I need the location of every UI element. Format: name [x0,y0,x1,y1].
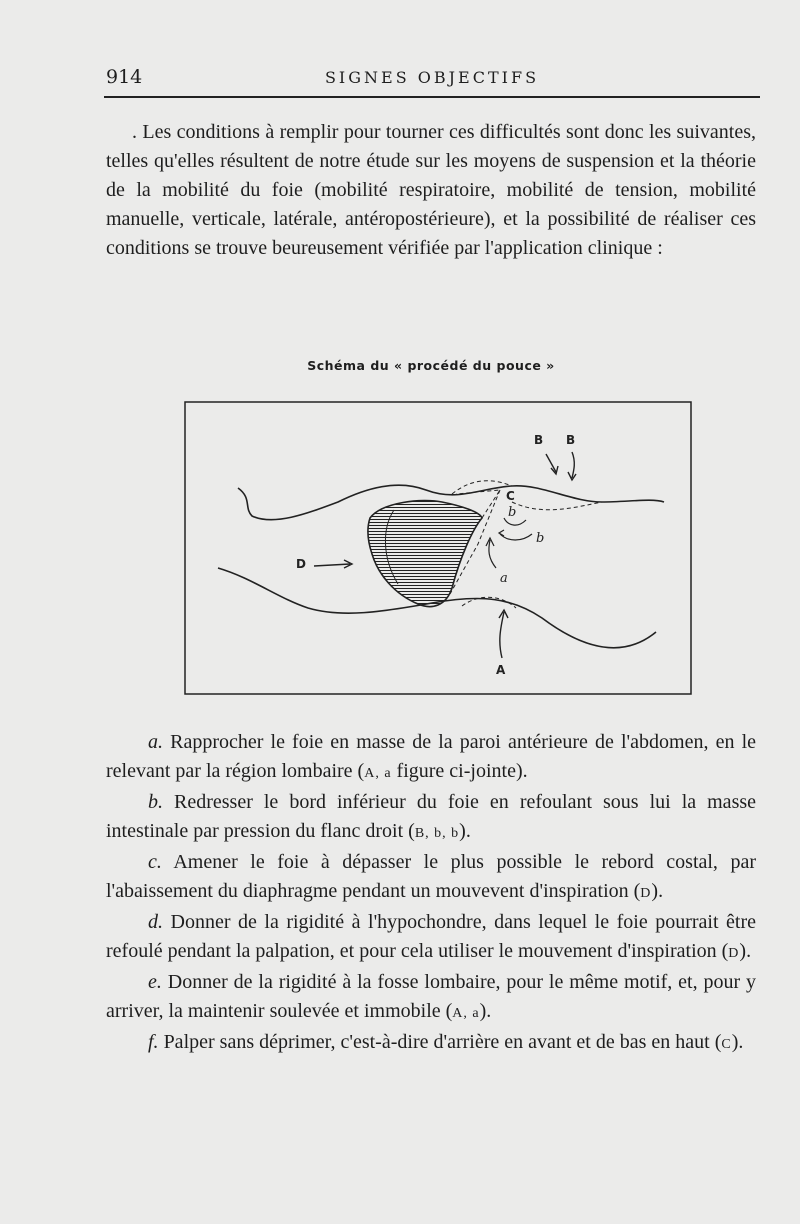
intro-paragraph [106,118,756,263]
page-header [104,60,760,100]
list-item: a. Rapprocher le foie en masse de la paroi antérieure de l'abdomen, en le relevant par la région lombaire (A, a figure ci-jointe). [106,731,756,782]
label-C: C [506,489,515,503]
figure-thumb-procedure [182,398,694,698]
label-B-left: B [534,433,544,447]
list-item: d. Donner de la rigidité à l'hypochondre, dans lequel le foie pourrait être refoulé pendant la palpation, et pour cela utiliser le mouvement d'inspiration (D). [106,911,757,962]
figure-caption: Schéma du « procédé du pouce » [307,358,555,373]
arrow-D [314,564,350,566]
arrow-A [500,612,504,658]
list-item: c. Amener le foie à dépasser le plus possible le rebord costal, par l'abaissement du diaphragme pendant un mouvevent d'inspiration (D). [106,851,756,902]
arrow-B-left [546,454,556,472]
label-B-right: B [566,433,576,447]
label-b-lower: b [536,531,545,546]
label-b-upper: b [508,505,517,520]
liver-shape [368,501,482,607]
intro-text: . Les conditions à remplir pour tourner ces difficultés sont donc les suivantes, telles qu'elles résultent de notre étude sur les moyens de suspension et la théorie de la mobilité du foie (mobilité respiratoire, mobilité de tension, mobilité manuelle, verticale, latérale, antéropostérieure), et la possibilité de réaliser ces conditions se trouve beureusement vérifiée par l'application clinique : [106,121,756,259]
arrow-b-lower [500,534,532,540]
list-item: b. Redresser le bord inférieur du foie en refoulant sous lui la masse intestinale par pression du flanc droit (B, b, b). [106,791,757,842]
dashed-line-right [512,502,602,510]
list-item: f. Palper sans déprimer, c'est-à-dire d'arrière en avant et de bas en haut (C). [148,1031,744,1053]
label-D: D [296,557,306,571]
page-number: 914 [106,66,143,88]
label-A: A [496,663,506,677]
schema-diagram [182,398,694,698]
conditions-list [106,728,756,1059]
label-a: a [500,571,508,586]
list-item: e. Donner de la rigidité à la fosse lombaire, pour le même motif, et, pour y arriver, la maintenir soulevée et immobile (A, a). [106,971,757,1022]
running-title: SIGNES OBJECTIFS [324,68,540,87]
header-rule [104,96,760,98]
arrow-B-right [572,452,574,478]
